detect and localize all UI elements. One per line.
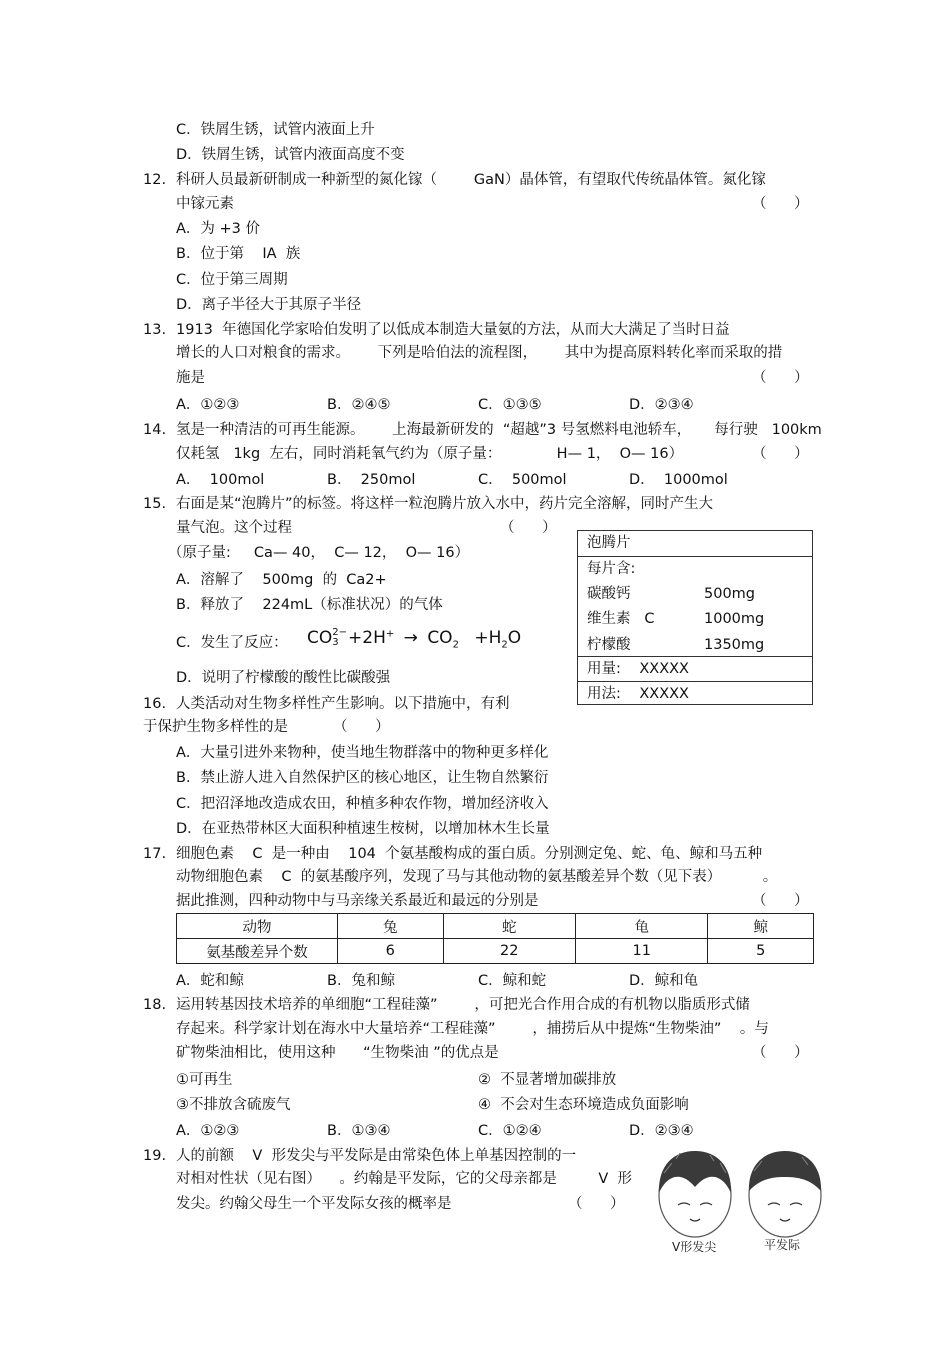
q13-stem-line3: 施是 (176, 370, 205, 386)
q13-option-b: B．②④⑤ (327, 397, 391, 413)
v-hairline-caption: V形发尖 (672, 1240, 717, 1254)
q19-answer-paren: （ ） (568, 1196, 625, 1212)
q18-option-a: A．①②③ (176, 1123, 240, 1139)
q11-option-c: C．铁屑生锈，试管内液面上升 (176, 122, 375, 138)
q17-option-b: B．兔和鲸 (327, 973, 395, 989)
straight-hairline-caption: 平发际 (764, 1238, 801, 1252)
table-cell: 龟 (575, 914, 707, 939)
q15-reaction-equation: CO 2− 3 $+2H^+ \to CO_2 +H_2O$ (307, 627, 522, 651)
q13-number: 13. (143, 322, 167, 338)
q15-stem-line1: 右面是某“泡腾片”的标签。将这样一粒泡腾片放入水中，药片完全溶解，同时产生大 (176, 496, 714, 512)
q16-stem-line2: 于保护生物多样性的是 (143, 719, 288, 735)
q18-option-c: C．①②④ (478, 1123, 542, 1139)
q13-answer-paren: （ ） (752, 370, 809, 386)
label-dosage: 用量: XXXXX (587, 661, 689, 677)
table-cell: 5 (708, 939, 814, 964)
q17-option-c: C．鲸和蛇 (478, 973, 547, 989)
table-header-row (177, 914, 814, 939)
q15-answer-paren: （ ） (500, 520, 557, 536)
q17-option-d: D．鲸和龟 (629, 973, 699, 989)
q13-stem-line1: 1913 年德国化学家哈伯发明了以低成本制造大量氨的方法，从而大大满足了当时日益 (176, 322, 730, 338)
table-cell: 兔 (338, 914, 444, 939)
q12-stem-line1: 科研人员最新研制成一种新型的氮化镓（ GaN）晶体管，有望取代传统晶体管。氮化镓 (176, 172, 766, 188)
q15-atomic-mass-note: （原子量: Ca— 40， C— 12， O— 16） (168, 545, 470, 561)
q12-number: 12. (143, 172, 167, 188)
q16-option-a: A．大量引进外来物种，使当地生物群落中的物种更多样化 (176, 745, 549, 761)
label-title: 泡腾片 (587, 535, 631, 551)
q14-stem-line2: 仅耗氢 1kg 左右，同时消耗氧气约为（原子量： H— 1， O— 16） (176, 446, 684, 462)
q17-stem-line2: 动物细胞色素 C 的氨基酸序列，发现了马与其他动物的氨基酸差异个数（见下表） 。 (176, 869, 778, 885)
q18-stem-line3: 矿物柴油相比，使用这种 “生物柴油 ”的优点是 (176, 1045, 499, 1061)
straight-hairline-face (749, 1151, 821, 1237)
q12-option-a: A．为 +3 价 (176, 221, 261, 237)
q15-option-d: D．说明了柠檬酸的酸性比碳酸强 (176, 670, 391, 686)
q15-stem-line2: 量气泡。这个过程 (176, 520, 292, 536)
q18-option-b: B．①③④ (327, 1123, 391, 1139)
table-cell: 动物 (177, 914, 338, 939)
q16-option-c: C．把沼泽地改造成农田，种植多种农作物，增加经济收入 (176, 796, 549, 812)
q18-item-3: ③不排放含硫废气 (176, 1097, 291, 1113)
hairline-illustration (650, 1143, 830, 1263)
q19-stem-line1: 人的前额 V 形发尖与平发际是由常染色体上单基因控制的一 (176, 1148, 577, 1164)
table-cell: 22 (443, 939, 575, 964)
q18-item-1: ①可再生 (176, 1072, 233, 1088)
q12-stem-line2: 中镓元素 (176, 196, 234, 212)
q18-number: 18. (143, 997, 167, 1013)
q17-option-a: A．蛇和鲸 (176, 973, 244, 989)
q18-option-d: D．②③④ (629, 1123, 694, 1139)
q16-number: 16. (143, 696, 167, 712)
q14-option-a: A． 100mol (176, 472, 265, 488)
table-cell: 11 (575, 939, 707, 964)
table-cell: 氨基酸差异个数 (177, 939, 338, 964)
q14-option-b: B． 250mol (327, 472, 416, 488)
q19-stem-line2: 对相对性状（见右图） 。约翰是平发际，它的父母亲都是 V 形 (176, 1171, 633, 1187)
q12-option-c: C．位于第三周期 (176, 272, 288, 288)
q14-option-d: D． 1000mol (629, 472, 728, 488)
q14-option-c: C． 500mol (478, 472, 567, 488)
label-ingredient-amount: 500mg (704, 586, 756, 602)
q11-option-d: D．铁屑生锈，试管内液面高度不变 (176, 147, 405, 163)
q17-stem-line3: 据此推测，四种动物中与马亲缘关系最近和最远的分别是 (176, 893, 539, 909)
q17-answer-paren: （ ） (752, 893, 809, 909)
q13-option-c: C．①③⑤ (478, 397, 542, 413)
label-per-tablet: 每片含: (587, 561, 636, 577)
q16-option-d: D．在亚热带林区大面积种植速生桉树，以增加林木生长量 (176, 821, 550, 837)
q17-number: 17. (143, 846, 167, 862)
effervescent-tablet-label (577, 530, 813, 705)
label-ingredient-name: 维生素 C (587, 611, 655, 627)
q13-stem-line2: 增长的人口对粮食的需求。 下列是哈伯法的流程图， 其中为提高原料转化率而采取的措 (176, 345, 783, 361)
q15-option-a: A．溶解了 500mg 的 Ca2+ (176, 572, 387, 588)
q17-stem-line1: 细胞色素 C 是一种由 104 个氨基酸构成的蛋白质。分别测定兔、蛇、龟、鲸和马五种 (176, 846, 763, 862)
q18-item-4: ④ 不会对生态环境造成负面影响 (478, 1097, 689, 1113)
q15-option-b: B．释放了 224mL（标准状况）的气体 (176, 597, 443, 613)
table-cell: 鲸 (708, 914, 814, 939)
label-ingredient-name: 柠檬酸 (587, 637, 631, 653)
q15-number: 15. (143, 496, 167, 512)
q12-answer-paren: （ ） (752, 196, 809, 212)
q18-answer-paren: （ ） (752, 1045, 809, 1061)
q16-stem-line1: 人类活动对生物多样性产生影响。以下措施中，有利 (176, 696, 510, 712)
q13-option-d: D．②③④ (629, 397, 694, 413)
q19-number: 19. (143, 1148, 167, 1164)
q18-stem-line1: 运用转基因技术培养的单细胞“工程硅藻” ，可把光合作用合成的有机物以脂质形式储 (176, 997, 750, 1013)
v-hairline-face (659, 1151, 731, 1237)
q14-answer-paren: （ ） (752, 446, 809, 462)
q18-stem-line2: 存起来。科学家计划在海水中大量培养“工程硅藻” ，捕捞后从中提炼“生物柴油” 。与 (176, 1021, 769, 1037)
q16-answer-paren: （ ） (333, 719, 390, 735)
label-ingredient-amount: 1000mg (704, 611, 765, 627)
label-usage: 用法: XXXXX (587, 686, 689, 702)
q14-stem-line1: 氢是一种清洁的可再生能源。 上海最新研发的 “超越”3 号氢燃料电池轿车， 每行驶 100km (176, 422, 822, 438)
q12-option-d: D．离子半径大于其原子半径 (176, 297, 362, 313)
table-cell: 蛇 (443, 914, 575, 939)
table-cell: 6 (338, 939, 444, 964)
q16-option-b: B．禁止游人进入自然保护区的核心地区，让生物自然繁衍 (176, 770, 549, 786)
q18-item-2: ② 不显著增加碳排放 (478, 1072, 617, 1088)
q12-option-b: B．位于第 IA 族 (176, 246, 301, 262)
label-ingredient-name: 碳酸钙 (587, 586, 631, 602)
q15-option-c: C．发生了反应： (176, 635, 288, 651)
amino-acid-difference-table (176, 913, 814, 964)
q19-stem-line3: 发尖。约翰父母生一个平发际女孩的概率是 (176, 1196, 452, 1212)
table-row (177, 939, 814, 964)
q14-number: 14. (143, 422, 167, 438)
label-ingredient-amount: 1350mg (704, 637, 765, 653)
q13-option-a: A．①②③ (176, 397, 240, 413)
